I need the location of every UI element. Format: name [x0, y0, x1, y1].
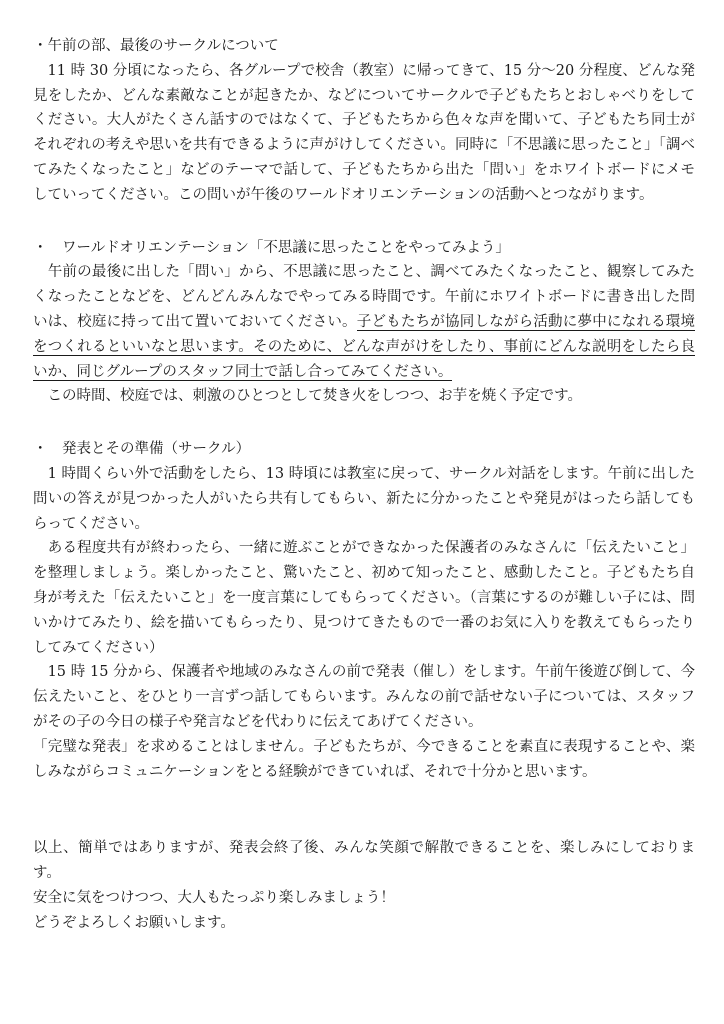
closing-remarks: [33, 836, 695, 935]
section-world-orientation: [33, 236, 695, 410]
section-morning-circle: [33, 34, 695, 208]
document-page: [33, 34, 695, 936]
section-paragraph: [33, 260, 695, 384]
underlined-text: 子どもたちが協同しながら活動に夢中になれる環境をつくれるといいなと思います。そのために、どんな声がけをしたり、事前にどんな説明をしたら良いか、同じグループのスタッフ同士で話し合ってみてください。: [33, 313, 695, 380]
section-paragraph: 15 時 15 分から、保護者や地域のみなさんの前で発表（催し）をします。午前午後遊び倒して、今伝えたいこと、をひとり一言ずつ話してもらいます。みんなの前で話せない子については、スタッフがその子の今日の様子や発言などを代わりに伝えてあげてください。: [33, 664, 695, 730]
section-heading: ・ ワールドオリエンテーション「不思議に思ったことをやってみよう」: [33, 239, 510, 256]
section-paragraph: 11 時 30 分頃になったら、各グループで校舎（教室）に帰ってきて、15 分〜20 分程度、どんな発見をしたか、どんな素敵なことが起きたか、などについてサークルで子どもたちとおしゃべりをしてください。大人がたくさん話すのではなくて、子どもたちから色々な声を聞いて、子どもたち同士がそれぞれの考えや思いを共有できるように声がけしてください。同時に「不思議に思ったこと」「調べてみたくなったこと」などのテーマで話して、子どもたちから出た「問い」をホワイトボードにメモしていってください。この問いが午後のワールドオリエンテーションの活動へとつながります。: [33, 62, 695, 203]
section-paragraph: 「完璧な発表」を求めることはしません。子どもたちが、今できることを素直に表現することや、楽しみながらコミュニケーションをとる経験ができていれば、それで十分かと思います。: [33, 738, 695, 780]
section-paragraph: ある程度共有が終わったら、一緒に遊ぶことができなかった保護者のみなさんに「伝えたいこと」を整理しましょう。楽しかったこと、驚いたこと、初めて知ったこと、感動したこと。子どもたち自身が考えた「伝えたいこと」を一度言葉にしてもらってください。（言葉にするのが難しい子には、問いかけてみたり、絵を描いてもらったり、見つけてきたもので一番のお気に入りを教えてもらったりしてみてください）: [33, 540, 695, 656]
closing-line: どうぞよろしくお願いします。: [33, 914, 235, 931]
closing-line: 安全に気をつけつつ、大人もたっぷり楽しみましょう！: [33, 889, 395, 906]
closing-line: 以上、簡単ではありますが、発表会終了後、みんな笑顔で解散できることを、楽しみにしております。: [33, 840, 695, 882]
section-heading: ・午前の部、最後のサークルについて: [33, 38, 279, 54]
section-heading: ・ 発表とその準備（サークル）: [33, 441, 251, 458]
section-paragraph: 1 時間くらい外で活動をしたら、13 時頃には教室に戻って、サークル対話をします。午前に出した問いの答えが見つかった人がいたら共有してもらい、新たに分かったことや発見がはったら話してもらってください。: [33, 465, 695, 532]
section-paragraph: この時間、校庭では、刺激のひとつとして焚き火をしつつ、お芋を焼く予定です。: [33, 388, 582, 405]
paragraph-text: 午前の最後に出した「問い」から、不思議に思ったこと、調べてみたくなったこと、観察してみたくなったことなどを、どんどんみんなでやってみる時間です。午前にホワイトボードに書き出した問いは、校庭に持って出て置いておいてください。: [33, 264, 695, 330]
section-presentation-prep: [33, 437, 695, 784]
